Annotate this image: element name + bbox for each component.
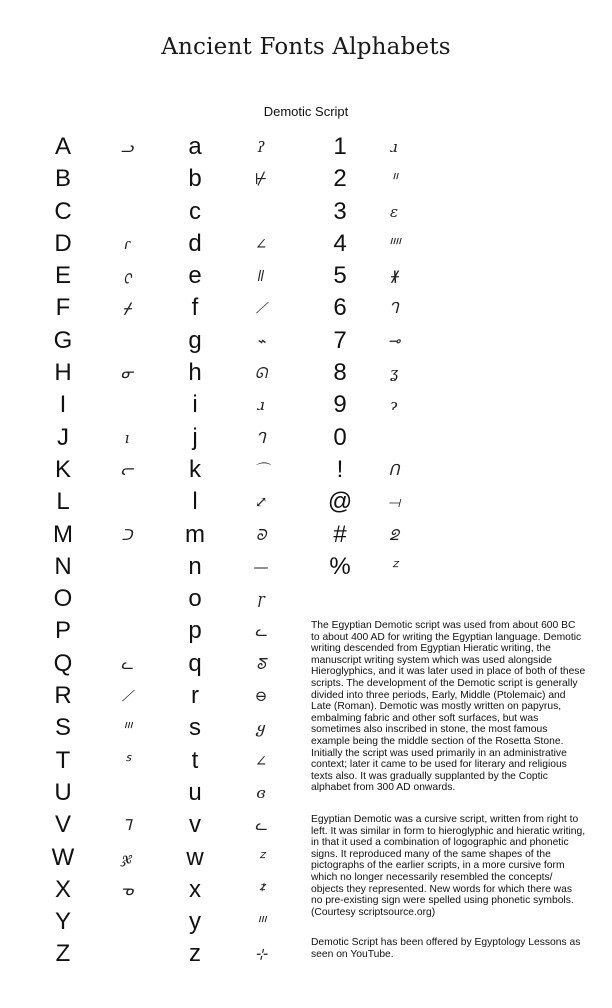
uppercase-letter: T: [55, 746, 71, 774]
uppercase-demotic-glyph: [112, 196, 142, 228]
lowercase-demotic-glyph: ᙆ: [257, 848, 265, 867]
uppercase-demotic-glyph: ᚋ: [123, 299, 131, 318]
lowercase-letter: i: [192, 391, 198, 419]
uppercase-demotic-glyph: [112, 906, 142, 938]
lowercase-letter: j: [192, 423, 198, 451]
lowercase-demotic-glyph: ⌁: [256, 331, 266, 350]
alphabet-row: [0, 389, 612, 421]
lowercase-demotic-glyph: ᓚ: [254, 622, 268, 641]
alphabet-row: [0, 583, 612, 615]
digit-symbol: 8: [333, 359, 347, 387]
uppercase-demotic-glyph: ᓚ: [120, 654, 134, 673]
lowercase-demotic-glyph: ɼ: [257, 590, 265, 609]
lowercase-demotic-glyph: ᓚ: [254, 816, 268, 835]
lowercase-letter: w: [186, 843, 204, 871]
uppercase-demotic-glyph: ᑊᑊᑊ: [122, 719, 132, 738]
lowercase-letter: c: [189, 197, 201, 225]
digit-demotic-glyph: [379, 422, 409, 454]
alphabet-row: [0, 422, 612, 454]
digit-symbol: %: [329, 552, 351, 580]
digit-demotic-glyph: ɂ: [390, 396, 398, 415]
uppercase-demotic-glyph: ᓗ: [120, 138, 134, 156]
digit-demotic-glyph: ᒉ: [389, 299, 399, 318]
lowercase-demotic-glyph: ɹ: [257, 396, 265, 415]
uppercase-demotic-glyph: [112, 777, 142, 809]
digit-symbol: 4: [333, 229, 347, 257]
digit-demotic-glyph: ᑊᑊᑊᑊ: [388, 234, 400, 253]
uppercase-letter: M: [53, 520, 73, 548]
alphabet-row: [0, 325, 612, 357]
lowercase-demotic-glyph: ყ: [256, 719, 266, 738]
digit-symbol: 5: [333, 262, 347, 290]
digit-demotic-glyph: ᘖ: [389, 525, 399, 544]
uppercase-demotic-glyph: ᓂ: [120, 364, 134, 383]
lowercase-letter: f: [191, 294, 199, 322]
uppercase-demotic-glyph: [112, 389, 142, 421]
lowercase-demotic-glyph: ⟋: [255, 299, 267, 318]
lowercase-letter: b: [188, 165, 202, 193]
digit-demotic-glyph: ⊸: [387, 331, 401, 350]
uppercase-letter: W: [51, 843, 75, 871]
uppercase-demotic-glyph: [112, 583, 142, 615]
lowercase-demotic-glyph: ⤢: [254, 493, 268, 512]
uppercase-letter: F: [55, 294, 71, 322]
alphabet-row: [0, 454, 612, 486]
digit-demotic-glyph: ɹ: [390, 138, 398, 156]
uppercase-letter: S: [54, 714, 71, 742]
uppercase-demotic-glyph: ᒣ: [122, 816, 132, 835]
uppercase-demotic-glyph: ɾ: [123, 234, 131, 253]
digit-symbol: 6: [333, 294, 347, 322]
uppercase-letter: O: [53, 585, 73, 613]
alphabet-row: [0, 519, 612, 551]
uppercase-letter: C: [54, 197, 72, 225]
uppercase-letter: Z: [55, 940, 71, 968]
digit-demotic-glyph: ⟞: [387, 493, 401, 512]
uppercase-letter: H: [54, 359, 72, 387]
lowercase-letter: p: [188, 617, 202, 645]
uppercase-demotic-glyph: [112, 551, 142, 583]
digit-symbol: !: [336, 455, 344, 483]
lowercase-letter: a: [188, 133, 202, 160]
lowercase-letter: x: [189, 875, 201, 903]
lowercase-demotic-glyph: ɞ: [256, 783, 266, 802]
alphabet-row: [0, 551, 612, 583]
lowercase-demotic-glyph: ᒉ: [256, 428, 266, 447]
uppercase-letter: Y: [54, 908, 71, 936]
digit-demotic-glyph: ʓ: [389, 364, 399, 383]
uppercase-demotic-glyph: ᑐ: [121, 525, 133, 544]
digit-demotic-glyph: [379, 583, 409, 615]
lowercase-demotic-glyph: ⊹: [254, 945, 268, 964]
uppercase-letter: P: [54, 617, 71, 645]
alphabet-row: [0, 292, 612, 324]
lowercase-letter: z: [189, 940, 201, 968]
digit-demotic-glyph: ᑎ: [388, 460, 400, 479]
lowercase-letter: h: [188, 359, 202, 387]
uppercase-letter: N: [54, 552, 72, 580]
uppercase-letter: D: [54, 229, 72, 257]
digit-symbol: 2: [333, 165, 347, 193]
alphabet-row: [0, 131, 612, 163]
uppercase-letter: R: [54, 682, 72, 710]
digit-symbol: 0: [333, 423, 347, 451]
lowercase-demotic-glyph: ᘏ: [254, 364, 268, 383]
lowercase-letter: m: [185, 520, 205, 548]
alphabet-row: [0, 486, 612, 518]
lowercase-demotic-glyph: ∠: [254, 751, 268, 770]
lowercase-letter: g: [188, 326, 202, 354]
lowercase-letter: t: [191, 746, 199, 774]
digit-symbol: 7: [333, 326, 347, 354]
uppercase-demotic-glyph: [112, 486, 142, 518]
uppercase-letter: X: [54, 875, 71, 903]
lowercase-demotic-glyph: ᙇ: [257, 880, 265, 899]
lowercase-letter: y: [189, 908, 201, 936]
page-title: Ancient Fonts Alphabets: [161, 34, 451, 60]
lowercase-demotic-glyph: —: [253, 557, 269, 576]
description-paragraph-1: The Egyptian Demotic script was used from about 600 BC to about 400 AD for writing the Egyptian language. Demotic writing descended from Egyptian Hieratic writing, the manuscript writing system which was used alongside Hieroglyphics, and it was later used in place of both of these scripts. The development of the Demotic script is generally divided into three periods, Early, Middle (Ptolemaic) and Late (Roman). Demotic was mostly written on papyrus, embalming fabric and other soft surfaces, but was sometimes also inscribed in stone, the most famous example being the middle section of the Rosetta Stone. Initially the script was used primarily in an administrative context; later it came to be used for literary and religious texts also. It was gradually supplanted by the Coptic alphabet from 300 AD onwards.: [311, 620, 586, 794]
lowercase-demotic-glyph: ᑊᑊᑊ: [256, 913, 266, 932]
uppercase-demotic-glyph: ⟋: [121, 687, 133, 706]
digit-symbol: 3: [333, 197, 347, 225]
lowercase-letter: l: [192, 488, 198, 516]
lowercase-letter: e: [188, 262, 202, 290]
alphabet-row: [0, 260, 612, 292]
uppercase-demotic-glyph: ᔆ: [123, 751, 131, 770]
uppercase-letter: B: [54, 165, 71, 193]
uppercase-demotic-glyph: [112, 615, 142, 647]
page-subtitle: Demotic Script: [263, 104, 349, 119]
lowercase-letter: o: [188, 585, 202, 613]
digit-symbol: @: [327, 488, 353, 516]
lowercase-demotic-glyph: ᘐ: [255, 525, 267, 544]
alphabet-row: [0, 163, 612, 195]
lowercase-demotic-glyph: ⊬: [254, 170, 268, 189]
uppercase-letter: A: [54, 133, 71, 160]
digit-symbol: #: [333, 520, 347, 548]
uppercase-letter: Q: [53, 649, 73, 677]
lowercase-demotic-glyph: ᘕ: [256, 654, 266, 673]
lowercase-demotic-glyph: ⊖: [254, 687, 268, 706]
digit-symbol: [315, 583, 365, 615]
digit-demotic-glyph: ᚕ: [390, 267, 398, 286]
digit-demotic-glyph: ᙆ: [390, 557, 398, 576]
digit-symbol: 9: [333, 391, 347, 419]
uppercase-letter: V: [54, 811, 71, 839]
alphabet-row: [0, 228, 612, 260]
lowercase-letter: d: [188, 229, 202, 257]
uppercase-demotic-glyph: ᓀ: [120, 880, 134, 899]
uppercase-demotic-glyph: ჯ: [121, 848, 133, 867]
digit-demotic-glyph: ᑊᑊ: [391, 170, 397, 189]
uppercase-letter: K: [54, 455, 71, 483]
description-paragraph-2: Egyptian Demotic was a cursive script, written from right to left. It was similar in form to hieroglyphic and hieratic writing, in that it used a combination of logographic and phonetic signs. It reproduced many of the same shapes of the pictographs of the earlier scripts, in a more cursive form which no longer necessarily resembled the concepts/ objects they represented. New words for which there was no pre-existing sign were spelled using phonetic symbols. (Courtesy scriptsource.org): [311, 814, 586, 918]
lowercase-demotic-glyph: ∠: [254, 234, 268, 253]
alphabet-row: [0, 357, 612, 389]
uppercase-letter: J: [57, 423, 69, 451]
alphabet-row: [0, 196, 612, 228]
uppercase-letter: L: [56, 488, 70, 516]
uppercase-demotic-glyph: [112, 163, 142, 195]
uppercase-demotic-glyph: ᢗ: [122, 270, 132, 289]
lowercase-letter: v: [189, 811, 201, 839]
uppercase-demotic-glyph: ᓕ: [120, 460, 134, 479]
uppercase-demotic-glyph: ı: [124, 428, 130, 447]
digit-demotic-glyph: ɛ: [389, 202, 399, 221]
uppercase-demotic-glyph: [112, 938, 142, 970]
lowercase-letter: k: [189, 455, 201, 483]
uppercase-letter: U: [54, 778, 72, 806]
lowercase-demotic-glyph: ⌒: [253, 461, 269, 480]
description-paragraph-3: Demotic Script has been offered by Egyptology Lessons as seen on YouTube.: [311, 937, 581, 960]
lowercase-demotic-glyph: ǁ: [257, 267, 265, 286]
lowercase-letter: r: [191, 682, 199, 710]
uppercase-letter: G: [53, 326, 73, 354]
lowercase-demotic-glyph: ʔ: [256, 138, 266, 156]
lowercase-demotic-glyph: [246, 196, 276, 228]
lowercase-letter: s: [189, 714, 201, 742]
lowercase-letter: n: [188, 552, 202, 580]
uppercase-demotic-glyph: [112, 325, 142, 357]
lowercase-letter: u: [188, 778, 202, 806]
digit-symbol: 1: [333, 133, 347, 160]
lowercase-letter: q: [188, 649, 202, 677]
uppercase-letter: E: [54, 262, 71, 290]
uppercase-letter: I: [59, 391, 67, 419]
